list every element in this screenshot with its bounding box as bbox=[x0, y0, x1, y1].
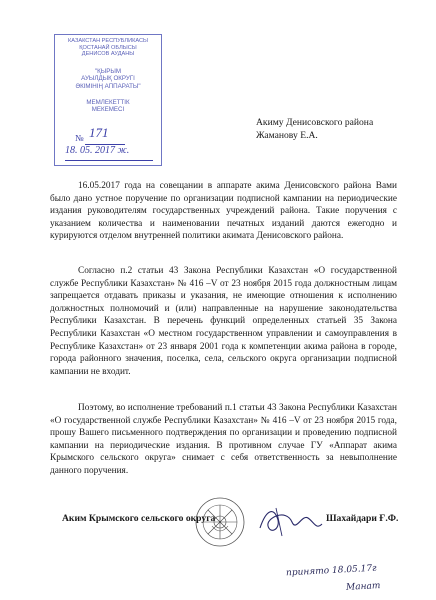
addressee-line: Акиму Денисовского района bbox=[256, 117, 374, 128]
handwritten-receipt-note: принято 18.05.17г bbox=[285, 563, 377, 579]
stamp-line: КАЗАКСТАН РЕСПУБЛИКАСЫ bbox=[68, 38, 148, 44]
signatory-title: Аким Крымского сельского округа bbox=[62, 513, 216, 524]
registration-stamp bbox=[54, 34, 162, 166]
stamp-line: "ҚЫРЫМ bbox=[94, 67, 122, 75]
stamp-line: ҚОСТАНАЙ ОБЛЫСЫ bbox=[79, 44, 137, 51]
stamp-line: ДЕНИСОВ АУДАНЫ bbox=[81, 51, 135, 58]
body-paragraph bbox=[50, 265, 397, 378]
stamp-line: МЕКЕМЕСІ bbox=[91, 106, 125, 114]
reg-number: 171 bbox=[89, 125, 109, 140]
stamp-line: ӘКІМІНІҢ АППАРАТЫ" bbox=[75, 82, 141, 90]
paragraph-text: Согласно п.2 статьи 43 Закона Республики Казахстан «О государственной службе Республики Казахстан» № 416 –V от 23 ноября 2015 года должностным лицам запрещается отдавать приказы и указания, не имеющие отношения к исполнению должностных полномочий и (или) направленные на нарушение законодательства Республики Казахстан. В перечень функций определенных статьей 35 Закона Республики Казахстан «О местном государственном управлении и самоуправления в Республике Казахстан» от 23 января 2001 года к компетенции акима района в городе, города районного значения, поселка, села, сельского округа организации подписной кампании не входит. bbox=[50, 266, 397, 377]
addressee-line: Жаманову Е.А. bbox=[256, 130, 318, 141]
stamp-header bbox=[55, 38, 161, 58]
body-paragraph bbox=[50, 402, 397, 478]
body-paragraph bbox=[50, 180, 397, 243]
stamp-org-name bbox=[55, 68, 161, 91]
registration-fields bbox=[63, 125, 159, 163]
reg-underline bbox=[65, 160, 153, 161]
reg-date: 18. 05. 2017 ж. bbox=[65, 145, 130, 156]
stamp-line: АУЫЛДЫҚ ОКРУГІ bbox=[81, 75, 135, 83]
signatory-name: Шахайдари Ғ.Ф. bbox=[326, 513, 399, 524]
handwritten-receipt-signature: Манат bbox=[345, 581, 381, 593]
reg-number-label: № bbox=[75, 133, 84, 143]
paragraph-text: 16.05.2017 года на совещании в аппарате акима Денисовского района Вами было дано устное поручение по организации подписной кампании на периодические издания руководителям государственных учреждений района. Такие поручения с указанием количества и наименовании печатных изданий даются ежегодно и курируются отделом внутренней политики акимата Денисовского района. bbox=[50, 181, 397, 242]
stamp-line: МЕМЛЕКЕТТІК bbox=[86, 98, 130, 106]
paragraph-text: Поэтому, во исполнение требований п.1 статьи 43 Закона Республики Казахстан «О государственной службе Республики Казахстан» № 416 –V от 23 ноября 2015 года, прошу Вашего письменного подтверждения по организации и проведению подписной кампании на периодические издания. В противном случае ГУ «Аппарат акима Крымского сельского округа» снимает с себя ответственность за невыполнение данного поручения. bbox=[50, 403, 397, 476]
handwritten-signature-icon bbox=[256, 500, 326, 540]
stamp-org-type bbox=[55, 99, 161, 114]
addressee-block bbox=[256, 116, 373, 142]
